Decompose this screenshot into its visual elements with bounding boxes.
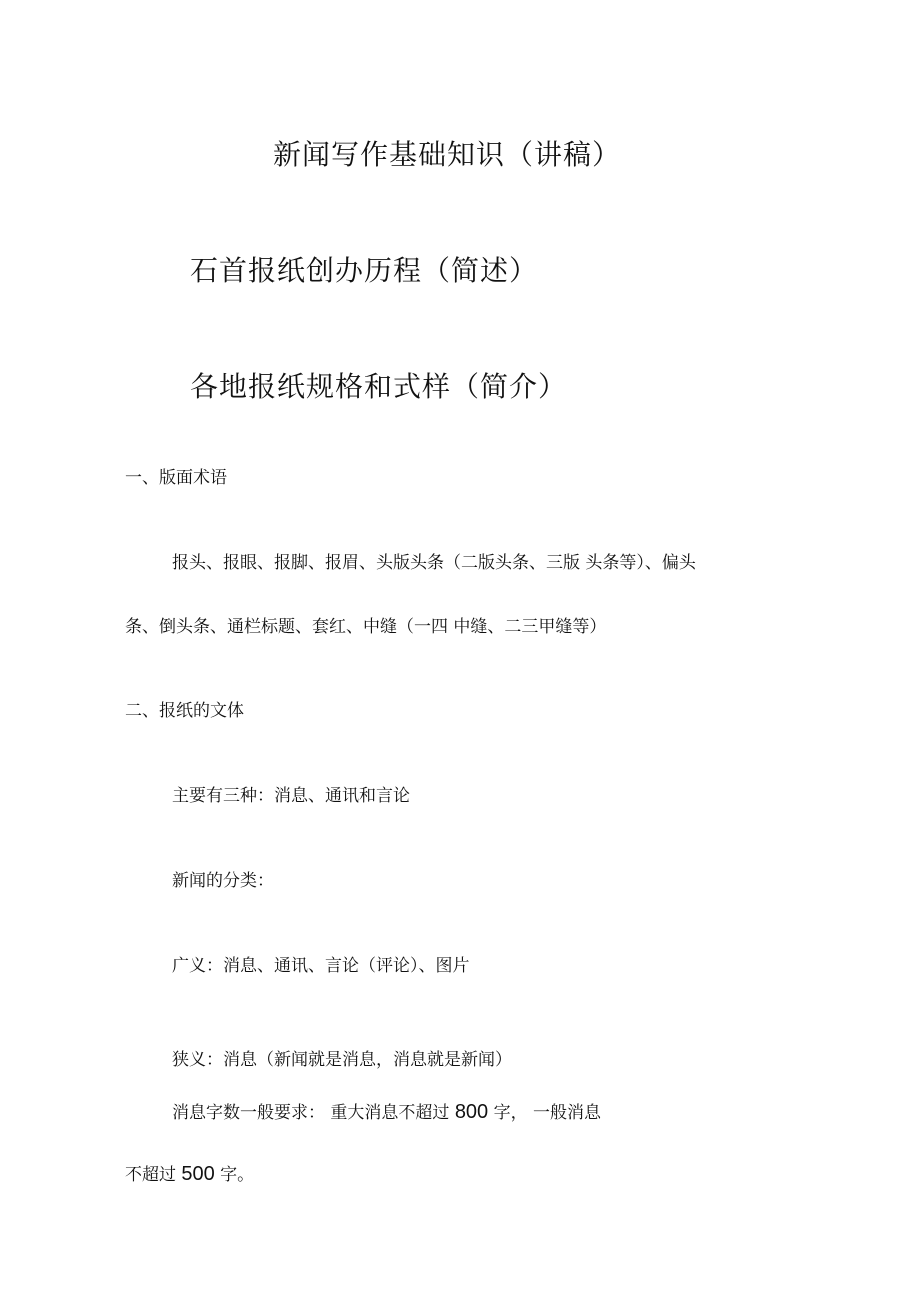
subtitle-specs: 各地报纸规格和式样（简介） xyxy=(190,370,568,403)
word-req-number-major: 800 xyxy=(454,1101,489,1123)
document-title: 新闻写作基础知识（讲稿） xyxy=(273,138,622,171)
paragraph-classification: 新闻的分类： xyxy=(172,871,274,891)
word-req2-suffix: 字。 xyxy=(214,1165,255,1185)
paragraph-word-requirement-cont xyxy=(125,1164,254,1184)
section-heading-layout-terms: 一、版面术语 xyxy=(125,468,227,488)
section-heading-styles: 二、报纸的文体 xyxy=(125,701,244,721)
paragraph-main-types: 主要有三种：消息、通讯和言论 xyxy=(172,786,410,806)
paragraph-layout-terms-line1: 报头、报眼、报脚、报眉、头版头条（二版头条、三版 头条等）、偏头 xyxy=(172,553,696,573)
word-req-prefix: 消息字数一般要求： 重大消息不超过 xyxy=(172,1103,455,1123)
word-req-number-general: 500 xyxy=(181,1163,215,1185)
paragraph-word-requirement xyxy=(172,1102,601,1122)
paragraph-narrow-definition: 狭义：消息（新闻就是消息，消息就是新闻） xyxy=(172,1050,512,1070)
word-req2-prefix: 不超过 xyxy=(125,1165,182,1185)
word-req-mid: 字， 一般消息 xyxy=(488,1103,601,1123)
paragraph-layout-terms-line2: 条、倒头条、通栏标题、套红、中缝（一四 中缝、二三甲缝等） xyxy=(125,617,607,637)
subtitle-history: 石首报纸创办历程（简述） xyxy=(190,254,539,287)
paragraph-broad-definition: 广义：消息、通讯、言论（评论）、图片 xyxy=(172,956,470,976)
